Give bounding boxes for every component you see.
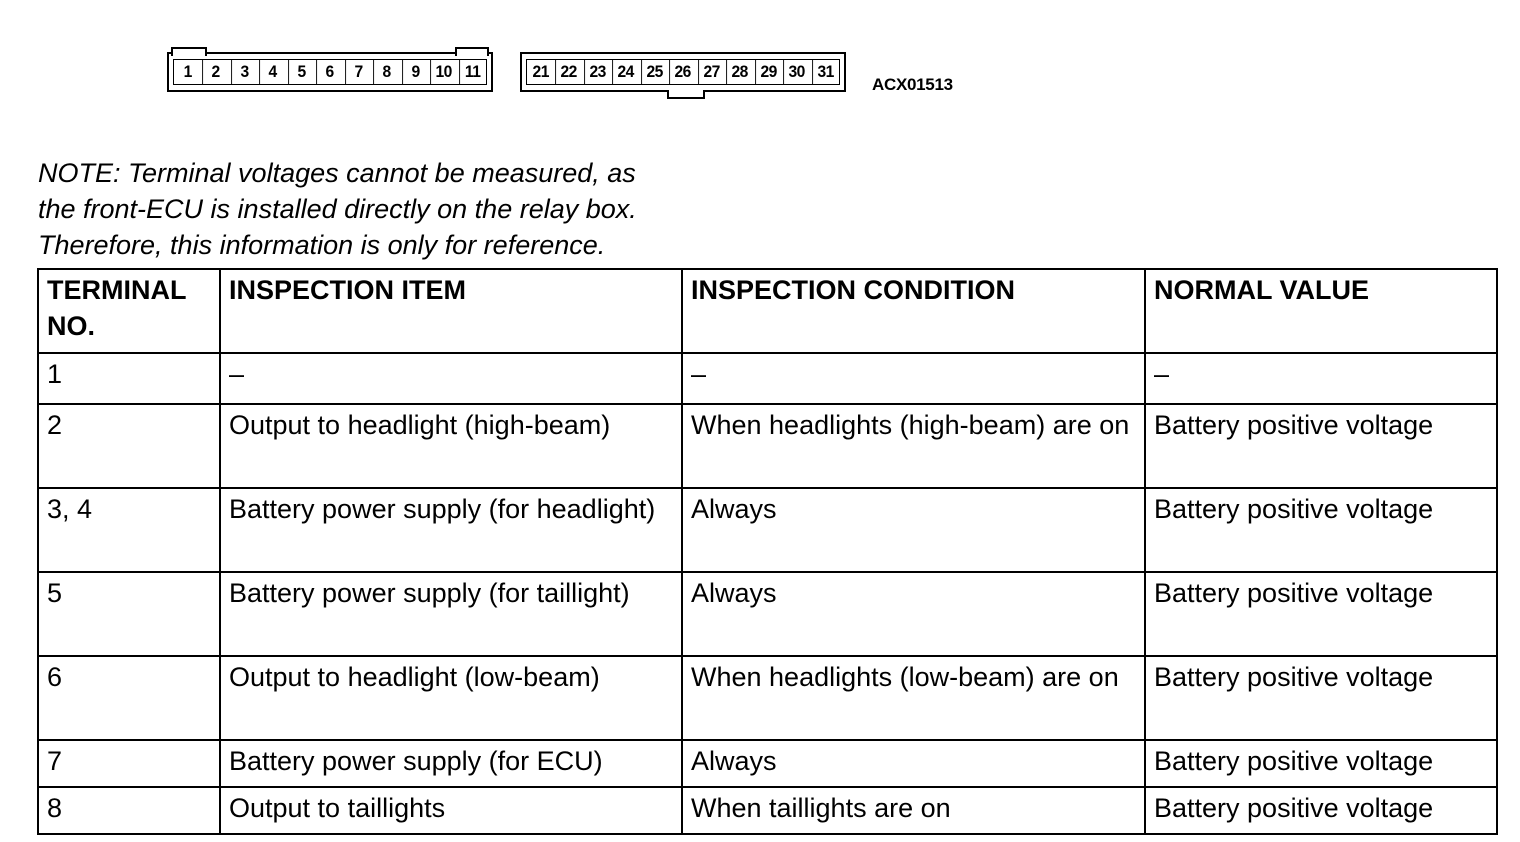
connector-pin: 11 <box>459 60 485 84</box>
connector-pin: 9 <box>402 60 428 84</box>
column-header-value: NORMAL VALUE <box>1145 269 1497 353</box>
connector-pin: 24 <box>612 60 638 84</box>
connector-pin: 21 <box>532 62 549 81</box>
cell-item: Output to headlight (high-beam) <box>220 404 682 488</box>
table-row <box>38 353 1497 404</box>
connector-key-notch <box>667 90 705 99</box>
cell-terminal: 3, 4 <box>38 488 220 572</box>
connector-pin: 22 <box>556 60 582 84</box>
cell-terminal: 8 <box>38 787 220 834</box>
cell-value: – <box>1145 353 1497 404</box>
note-line: the front-ECU is installed directly on the relay box. <box>38 194 637 224</box>
cell-value: Battery positive voltage <box>1145 572 1497 656</box>
column-header-condition: INSPECTION CONDITION <box>682 269 1145 353</box>
cell-condition: When headlights (low-beam) are on <box>682 656 1145 740</box>
cell-condition: Always <box>682 740 1145 787</box>
connector-pin: 27 <box>698 60 724 84</box>
reference-note <box>38 155 798 263</box>
cell-value: Battery positive voltage <box>1145 404 1497 488</box>
connector-pin: 26 <box>669 60 695 84</box>
table-row <box>38 404 1497 488</box>
cell-condition: Always <box>682 572 1145 656</box>
cell-condition: When taillights are on <box>682 787 1145 834</box>
diagram-code: ACX01513 <box>872 75 953 94</box>
connector-pin: 6 <box>316 60 342 84</box>
table-header-row <box>38 269 1497 353</box>
connector-pin: 4 <box>259 60 285 84</box>
table-row <box>38 572 1497 656</box>
connector-left-diagram <box>167 52 493 92</box>
connector-latch <box>171 47 207 56</box>
cell-terminal: 7 <box>38 740 220 787</box>
connector-pin: 5 <box>288 60 314 84</box>
connector-pin: 29 <box>755 60 781 84</box>
connector-pin: 7 <box>345 60 371 84</box>
table-row <box>38 740 1497 787</box>
connector-pin: 3 <box>231 60 257 84</box>
cell-value: Battery positive voltage <box>1145 740 1497 787</box>
connector-pin: 28 <box>726 60 752 84</box>
cell-terminal: 5 <box>38 572 220 656</box>
connector-pin: 31 <box>812 60 838 84</box>
cell-value: Battery positive voltage <box>1145 488 1497 572</box>
connector-pin: 8 <box>373 60 399 84</box>
cell-terminal: 1 <box>38 353 220 404</box>
cell-item: Output to headlight (low-beam) <box>220 656 682 740</box>
column-header-item: INSPECTION ITEM <box>220 269 682 353</box>
terminal-inspection-table <box>37 268 1498 835</box>
cell-condition: – <box>682 353 1145 404</box>
table-row <box>38 488 1497 572</box>
connector-pin: 25 <box>641 60 667 84</box>
cell-item: – <box>220 353 682 404</box>
cell-item: Battery power supply (for ECU) <box>220 740 682 787</box>
note-line: NOTE: Terminal voltages cannot be measured, as <box>38 158 636 188</box>
connector-pin-row <box>526 59 840 85</box>
cell-item: Output to taillights <box>220 787 682 834</box>
cell-condition: Always <box>682 488 1145 572</box>
connector-pin: 30 <box>783 60 809 84</box>
table-row <box>38 656 1497 740</box>
cell-item: Battery power supply (for headlight) <box>220 488 682 572</box>
connector-pin-row <box>173 59 487 85</box>
cell-terminal: 2 <box>38 404 220 488</box>
connector-pin: 2 <box>203 60 229 84</box>
cell-item: Battery power supply (for taillight) <box>220 572 682 656</box>
note-line: Therefore, this information is only for reference. <box>38 230 606 260</box>
table-row <box>38 787 1497 834</box>
connector-latch <box>455 47 489 56</box>
cell-value: Battery positive voltage <box>1145 787 1497 834</box>
connector-pin: 23 <box>584 60 610 84</box>
connector-pin: 10 <box>430 60 456 84</box>
connector-right-diagram <box>520 52 846 92</box>
cell-condition: When headlights (high-beam) are on <box>682 404 1145 488</box>
connector-pin: 1 <box>183 62 192 81</box>
cell-value: Battery positive voltage <box>1145 656 1497 740</box>
column-header-terminal: TERMINAL NO. <box>38 269 220 353</box>
cell-terminal: 6 <box>38 656 220 740</box>
